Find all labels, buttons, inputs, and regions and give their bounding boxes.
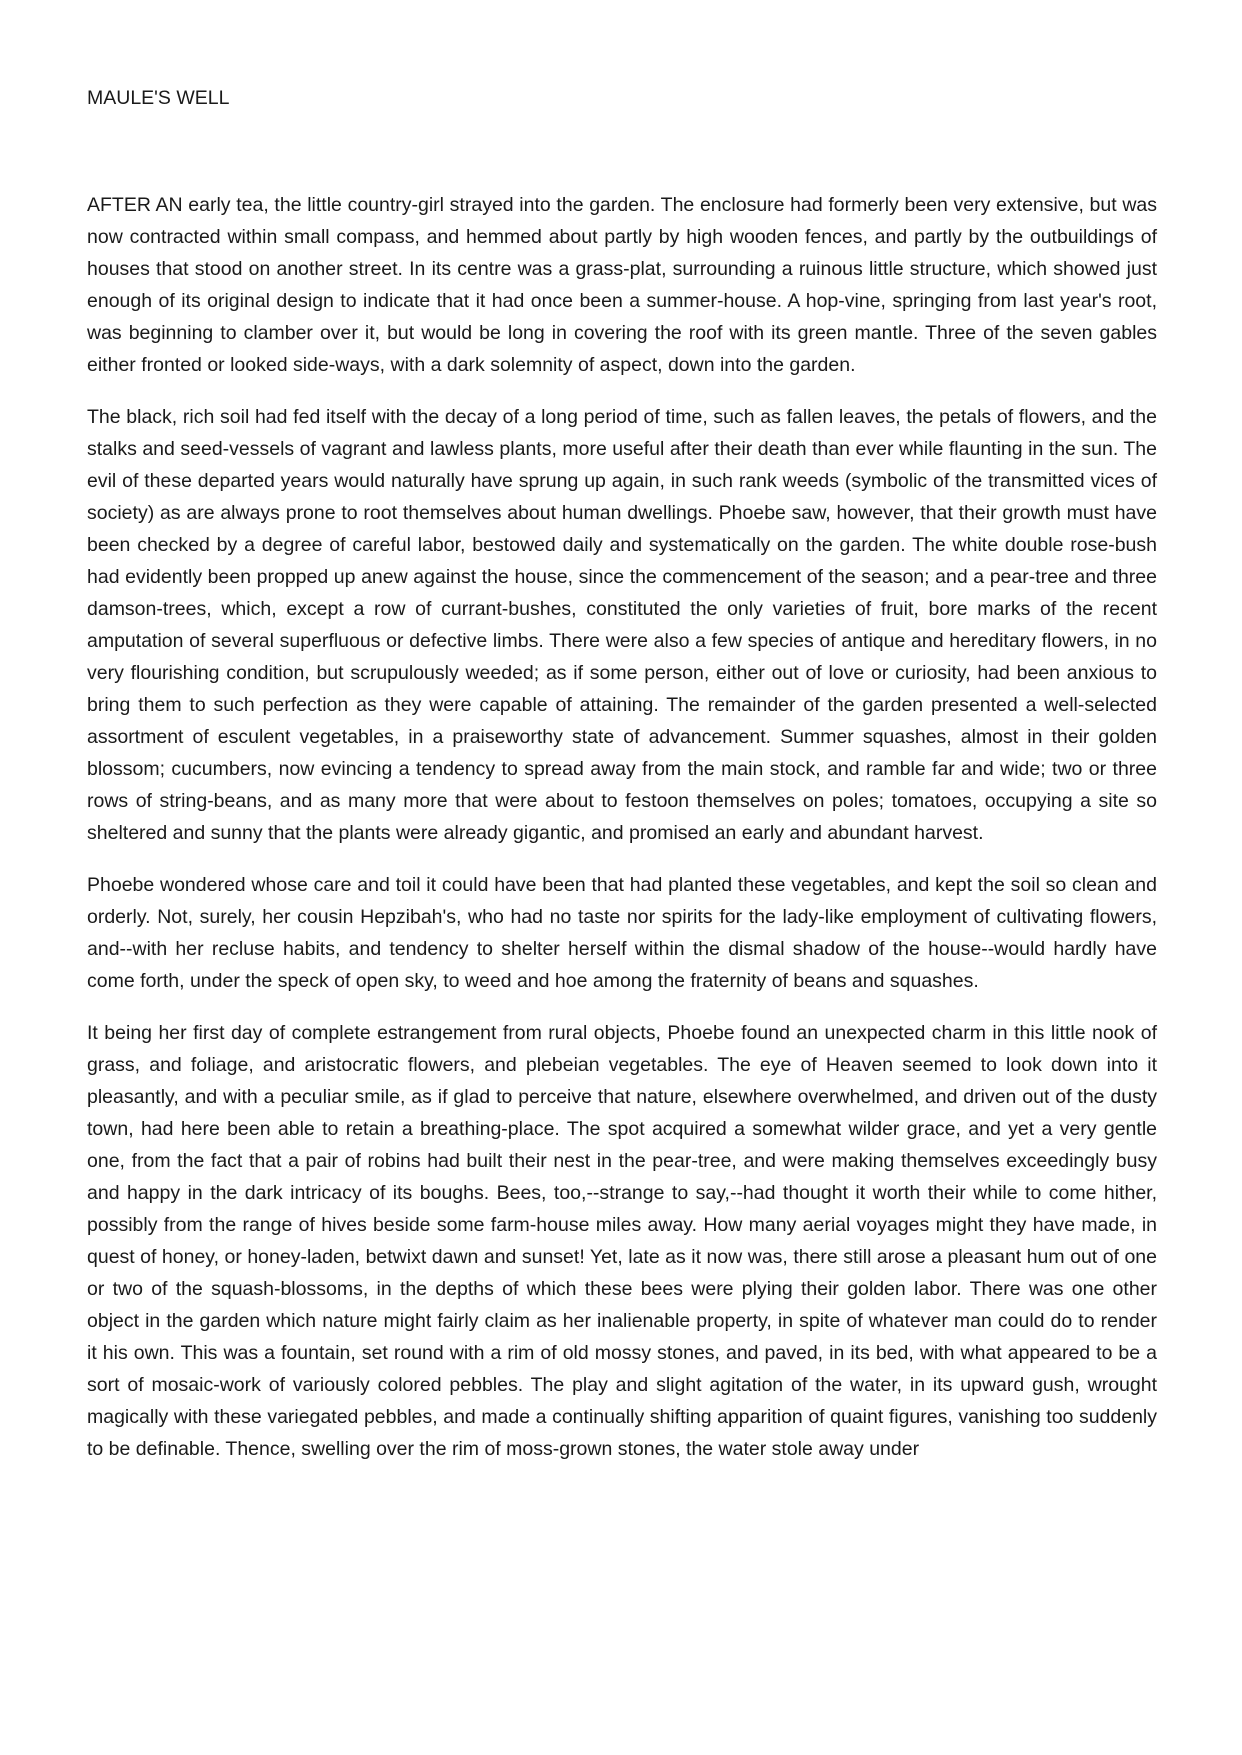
paragraph: It being her first day of complete estrangement from rural objects, Phoebe found an unexpected charm in this little nook of grass, and foliage, and aristocratic flowers, and plebeian vegetables. The eye of Heaven seemed to look down into it pleasantly, and with a peculiar smile, as if glad to perceive that nature, elsewhere overwhelmed, and driven out of the dusty town, had here been able to retain a breathing-place. The spot acquired a somewhat wilder grace, and yet a very gentle one, from the fact that a pair of robins had built their nest in the pear-tree, and were making themselves exceedingly busy and happy in the dark intricacy of its boughs. Bees, too,--strange to say,--had thought it worth their while to come hither, possibly from the range of hives beside some farm-house miles away. How many aerial voyages might they have made, in quest of honey, or honey-laden, betwixt dawn and sunset! Yet, late as it now was, there still arose a pleasant hum out of one or two of the squash-blossoms, in the depths of which these bees were plying their golden labor. There was one other object in the garden which nature might fairly claim as her inalienable property, in spite of whatever man could do to render it his own. This was a fountain, set round with a rim of old mossy stones, and paved, in its bed, with what appeared to be a sort of mosaic-work of variously colored pebbles. The play and slight agitation of the water, in its upward gush, wrought magically with these variegated pebbles, and made a continually shifting apparition of quaint figures, vanishing too suddenly to be definable. Thence, swelling over the rim of moss-grown stones, the water stole away under bbox=[87, 1022, 1157, 1460]
paragraph: Phoebe wondered whose care and toil it could have been that had planted these vegetables, and kept the soil so clean and orderly. Not, surely, her cousin Hepzibah's, who had no taste nor spirits for the lady-like employment of cultivating flowers, and--with her recluse habits, and tendency to shelter herself within the dismal shadow of the house--would hardly have come forth, under the speck of open sky, to weed and hoe among the fraternity of beans and squashes. bbox=[87, 874, 1157, 992]
paragraph: AFTER AN early tea, the little country-girl strayed into the garden. The enclosure had formerly been very extensive, but was now contracted within small compass, and hemmed about partly by high wooden fences, and partly by the outbuildings of houses that stood on another street. In its centre was a grass-plat, surrounding a ruinous little structure, which showed just enough of its original design to indicate that it had once been a summer-house. A hop-vine, springing from last year's root, was beginning to clamber over it, but would be long in covering the roof with its green mantle. Three of the seven gables either fronted or looked side-ways, with a dark solemnity of aspect, down into the garden. bbox=[87, 194, 1157, 376]
chapter-title: MAULE'S WELL bbox=[87, 87, 230, 109]
paragraph: The black, rich soil had fed itself with the decay of a long period of time, such as fallen leaves, the petals of flowers, and the stalks and seed-vessels of vagrant and lawless plants, more useful after their death than ever while flaunting in the sun. The evil of these departed years would naturally have sprung up again, in such rank weeds (symbolic of the transmitted vices of society) as are always prone to root themselves about human dwellings. Phoebe saw, however, that their growth must have been checked by a degree of careful labor, bestowed daily and systematically on the garden. The white double rose-bush had evidently been propped up anew against the house, since the commencement of the season; and a pear-tree and three damson-trees, which, except a row of currant-bushes, constituted the only varieties of fruit, bore marks of the recent amputation of several superfluous or defective limbs. There were also a few species of antique and hereditary flowers, in no very flourishing condition, but scrupulously weeded; as if some person, either out of love or curiosity, had been anxious to bring them to such perfection as they were capable of attaining. The remainder of the garden presented a well-selected assortment of esculent vegetables, in a praiseworthy state of advancement. Summer squashes, almost in their golden blossom; cucumbers, now evincing a tendency to spread away from the main stock, and ramble far and wide; two or three rows of string-beans, and as many more that were about to festoon themselves on poles; tomatoes, occupying a site so sheltered and sunny that the plants were already gigantic, and promised an early and abundant harvest. bbox=[87, 406, 1157, 844]
chapter-body bbox=[87, 189, 1157, 1465]
document-page bbox=[87, 82, 1157, 1485]
